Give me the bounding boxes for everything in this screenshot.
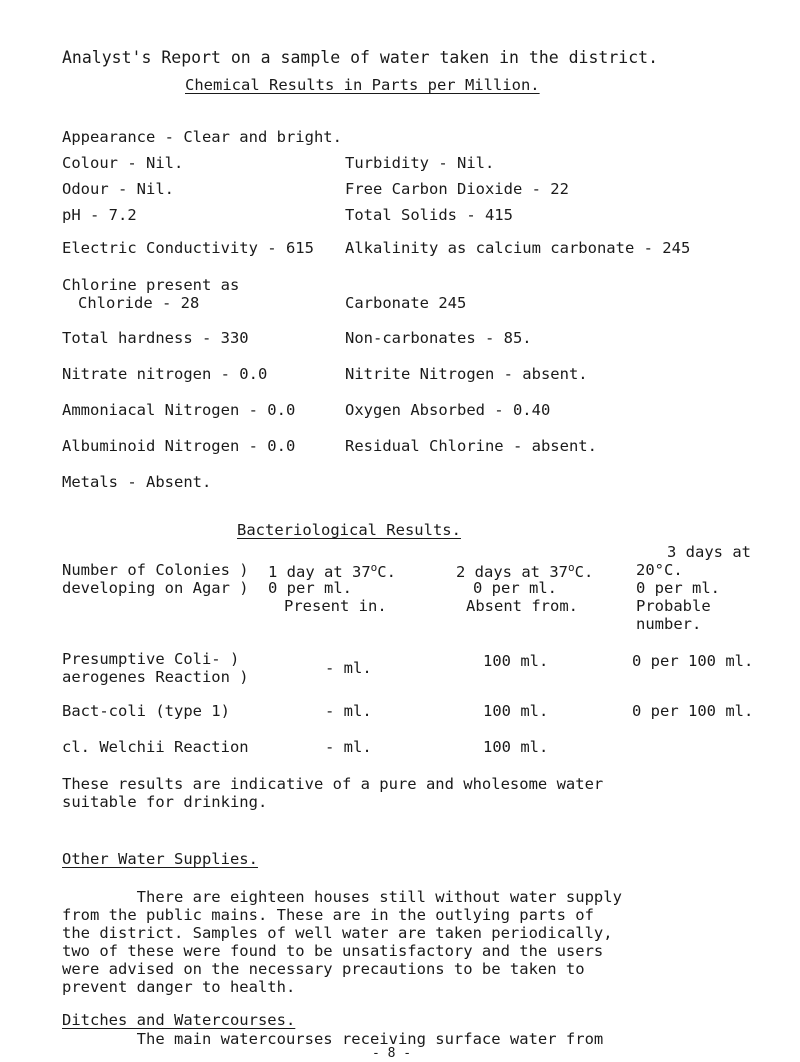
col2-head: 2 days at 37$^o$C. <box>456 561 594 582</box>
ph-line: pH - 7.2 <box>62 206 137 224</box>
conclusion-line-1: These results are indicative of a pure and wholesome water <box>62 775 604 793</box>
col1-head: 1 day at 37$^o$C. <box>268 561 396 582</box>
odour-line: Odour - Nil. <box>62 180 174 198</box>
bact-coli-col3: 0 per 100 ml. <box>632 702 754 720</box>
col3-head-b: 20°C. <box>636 561 683 579</box>
colonies-label-2: developing on Agar ) <box>62 579 249 597</box>
residual-chlorine-line: Residual Chlorine - absent. <box>345 437 597 455</box>
col3-head-a: 3 days at <box>667 543 751 561</box>
coli-label-2: aerogenes Reaction ) <box>62 668 249 686</box>
other-supplies-line-2: from the public mains. These are in the outlying parts of <box>62 906 594 924</box>
colour-line: Colour - Nil. <box>62 154 184 172</box>
coli-col2: 100 ml. <box>483 652 549 670</box>
chlorine-line-1: Chlorine present as <box>62 276 240 294</box>
welchii-label: cl. Welchii Reaction <box>62 738 249 756</box>
col3-note-b: number. <box>636 615 702 633</box>
coli-label-1: Presumptive Coli- ) <box>62 650 240 668</box>
oxygen-absorbed-line: Oxygen Absorbed - 0.40 <box>345 401 551 419</box>
turbidity-line: Turbidity - Nil. <box>345 154 495 172</box>
nitrate-line: Nitrate nitrogen - 0.0 <box>62 365 268 383</box>
chlorine-line-2: Chloride - 28 <box>78 294 200 312</box>
page-number: - 8 - <box>372 1046 412 1061</box>
free-co2-line: Free Carbon Dioxide - 22 <box>345 180 569 198</box>
chemical-results-heading: Chemical Results in Parts per Million. <box>185 76 540 94</box>
nitrite-line: Nitrite Nitrogen - absent. <box>345 365 588 383</box>
col2-note: Absent from. <box>466 597 578 615</box>
ammoniacal-line: Ammoniacal Nitrogen - 0.0 <box>62 401 296 419</box>
ditches-line-1: The main watercourses receiving surface water from <box>62 1030 604 1048</box>
welchii-col1: - ml. <box>325 738 372 756</box>
conductivity-line: Electric Conductivity - 615 <box>62 239 314 257</box>
col3-note-a: Probable <box>636 597 711 615</box>
other-supplies-line-6: prevent danger to health. <box>62 978 296 996</box>
conclusion-line-2: suitable for drinking. <box>62 793 268 811</box>
col1-note: Present in. <box>284 597 387 615</box>
col3-value: 0 per ml. <box>636 579 720 597</box>
bacteriological-heading: Bacteriological Results. <box>237 521 461 539</box>
other-supplies-line-1: There are eighteen houses still without water supply <box>62 888 622 906</box>
carbonate-line: Carbonate 245 <box>345 294 467 312</box>
col2-value: 0 per ml. <box>473 579 557 597</box>
coli-col3: 0 per 100 ml. <box>632 652 754 670</box>
report-title: Analyst's Report on a sample of water taken in the district. <box>62 48 659 67</box>
welchii-col2: 100 ml. <box>483 738 549 756</box>
non-carbonates-line: Non-carbonates - 85. <box>345 329 532 347</box>
bact-coli-label: Bact-coli (type 1) <box>62 702 230 720</box>
total-solids-line: Total Solids - 415 <box>345 206 513 224</box>
total-hardness-line: Total hardness - 330 <box>62 329 249 347</box>
col1-value: 0 per ml. <box>268 579 352 597</box>
other-supplies-line-4: two of these were found to be unsatisfactory and the users <box>62 942 604 960</box>
albuminoid-line: Albuminoid Nitrogen - 0.0 <box>62 437 296 455</box>
metals-line: Metals - Absent. <box>62 473 212 491</box>
coli-col1: - ml. <box>325 659 372 677</box>
appearance-line: Appearance - Clear and bright. <box>62 128 342 146</box>
ditches-heading: Ditches and Watercourses. <box>62 1011 296 1029</box>
bact-coli-col1: - ml. <box>325 702 372 720</box>
other-supplies-heading: Other Water Supplies. <box>62 850 258 868</box>
bact-coli-col2: 100 ml. <box>483 702 549 720</box>
colonies-label-1: Number of Colonies ) <box>62 561 249 579</box>
other-supplies-line-5: were advised on the necessary precautions to be taken to <box>62 960 585 978</box>
other-supplies-line-3: the district. Samples of well water are taken periodically, <box>62 924 613 942</box>
alkalinity-line: Alkalinity as calcium carbonate - 245 <box>345 239 691 257</box>
